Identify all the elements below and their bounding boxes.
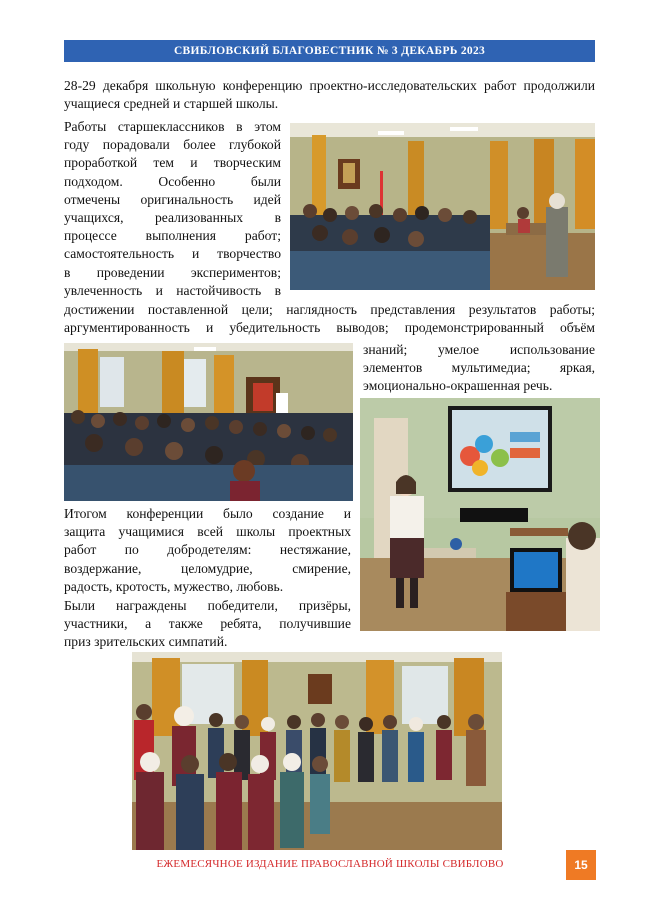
full-line: достижении поставленной цели; наглядность представления результатов работы; [64,302,595,317]
intro-paragraph [64,77,595,113]
left-line: году порадовали более глубокой [64,137,281,153]
left-line: проработкой тем и творческим [64,155,281,171]
summary-line: воздержание, целомудрие, смирение, [64,560,351,576]
awards-line: участники, а также ребята, получившие [64,616,351,632]
photo-award-group [132,652,502,850]
left-line: Работы старшеклассников в этом [64,119,281,134]
left-line: увлеченность и настойчивость в [64,282,281,298]
summary-line: работ по добродетелям: нестяжание, [64,542,351,558]
summary-paragraph [64,505,351,596]
right-column-text [363,341,595,396]
summary-line: Итогом конференции было создание и [64,506,351,521]
left-line: в проведении экспериментов; [64,264,281,280]
photo-conference-hall [290,123,595,290]
summary-line: радость, кротость, мужество, любовь. [64,578,284,594]
awards-line: приз зрительских симпатий. [64,634,228,650]
awards-line: Были награждены победители, призёры, [64,598,351,613]
intro-text: 28-29 декабря школьную конференцию проектно-исследовательских работ продолжили учащиеся средней и старшей школы. [64,78,595,112]
left-line: подходом. Особенно были [64,173,281,189]
header-title: СВИБЛОВСКИЙ БЛАГОВЕСТНИК № 3 ДЕКАБРЬ 2023 [173,45,486,57]
right-line: эмоционально-окрашенная речь. [363,378,553,394]
left-line: самостоятельность и творчество [64,246,281,262]
full-width-text [64,301,595,337]
page-number-badge: 15 [566,850,596,880]
awards-paragraph [64,597,351,652]
full-line: аргументированность и убедительность выводов; продемонстрированный объём [64,320,595,336]
photo-presenter-screen [360,398,600,631]
left-line: учащихся, реализованных в [64,210,281,226]
photo-seated-audience [64,343,353,501]
summary-line: защита учащимися всей школы проектных [64,524,351,540]
left-line: отмечены оригинальность идей [64,191,281,207]
publication-footer: ЕЖЕМЕСЯЧНОЕ ИЗДАНИЕ ПРАВОСЛАВНОЙ ШКОЛЫ СВИБЛОВО [156,858,504,870]
left-line: процессе выполнения работ; [64,228,281,244]
left-column-text [64,118,281,300]
right-line: элементов мультимедиа; яркая, [363,360,595,376]
newsletter-header [64,40,595,62]
right-line: знаний; умелое использование [363,342,595,357]
